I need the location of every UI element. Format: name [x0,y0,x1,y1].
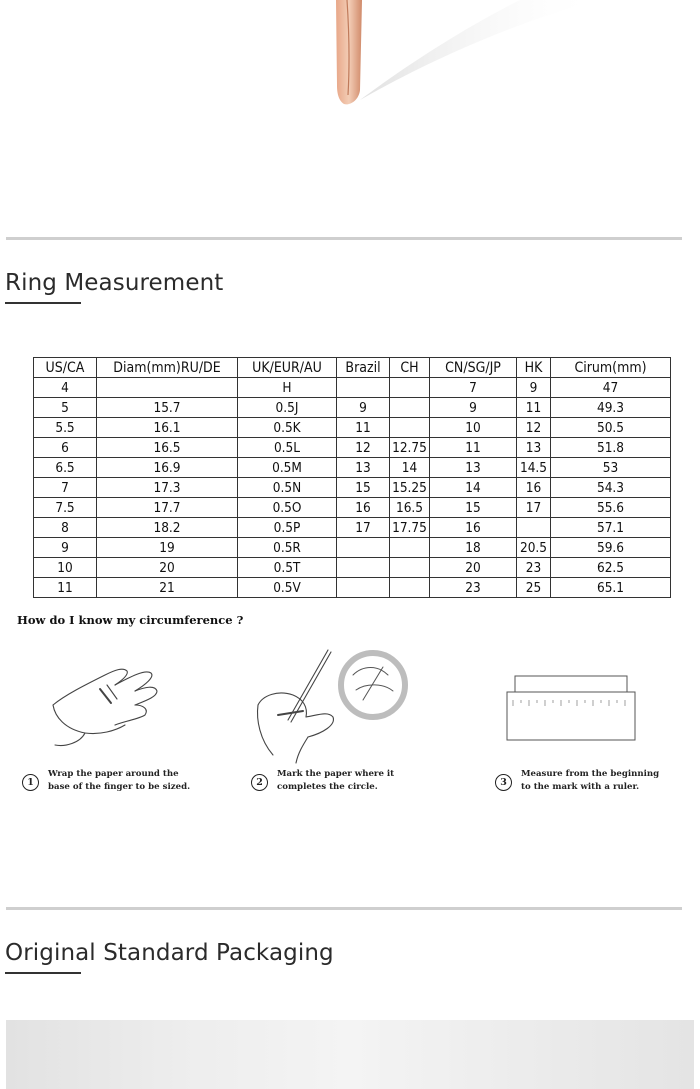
step-number-badge: 3 [495,774,512,791]
table-cell: 6.5 [34,458,97,478]
section-divider [6,237,682,240]
hand-wrap-illustration [45,655,165,755]
table-cell [337,558,390,578]
ruler-illustration [505,672,640,744]
table-cell: 16.1 [97,418,238,438]
table-cell [337,578,390,598]
table-cell [97,378,238,398]
table-cell: 7 [430,378,517,398]
table-cell: 20 [430,558,517,578]
table-cell: 16.5 [390,498,430,518]
table-cell: 51.8 [551,438,671,458]
table-cell: 4 [34,378,97,398]
section-title-ring-measurement: Ring Measurement [5,270,224,296]
table-cell [390,558,430,578]
step-text-line: Mark the paper where it [277,769,395,779]
table-cell: 11 [34,578,97,598]
howto-title: How do I know my circumference ? [17,613,244,627]
step-text-line: to the mark with a ruler. [521,782,640,792]
table-row [34,458,671,478]
table-row [34,378,671,398]
table-cell [337,378,390,398]
title-underline [5,302,81,304]
table-cell: 0.5K [238,418,337,438]
step-text-line: Measure from the beginning [521,769,660,779]
table-cell: 11 [517,398,551,418]
product-image [0,0,700,200]
table-cell [390,418,430,438]
table-cell: 18 [430,538,517,558]
table-header-row [34,358,671,378]
table-cell: 13 [337,458,390,478]
step-number-badge: 1 [22,774,39,791]
table-cell: 23 [517,558,551,578]
table-cell: 17.75 [390,518,430,538]
table-cell: 25 [517,578,551,598]
table-cell: 14.5 [517,458,551,478]
table-cell: 0.5J [238,398,337,418]
table-cell: 0.5N [238,478,337,498]
column-header: Cirum(mm) [551,358,671,378]
table-cell: 20.5 [517,538,551,558]
step-number-badge: 2 [251,774,268,791]
table-row [34,418,671,438]
table-cell: 13 [517,438,551,458]
table-row [34,398,671,418]
table-cell: 47 [551,378,671,398]
table-row [34,498,671,518]
table-cell: 13 [430,458,517,478]
column-header: Brazil [337,358,390,378]
column-header: US/CA [34,358,97,378]
table-cell: 15 [337,478,390,498]
table-cell: 55.6 [551,498,671,518]
section-title-packaging: Original Standard Packaging [5,940,334,966]
table-cell: 9 [34,538,97,558]
step-text-line: base of the finger to be sized. [48,782,191,792]
table-cell: 5.5 [34,418,97,438]
table-cell: 10 [34,558,97,578]
table-cell: 7.5 [34,498,97,518]
table-row [34,578,671,598]
table-cell: 49.3 [551,398,671,418]
table-cell: 53 [551,458,671,478]
section-divider [6,907,682,910]
table-cell: 11 [337,418,390,438]
table-cell: 9 [337,398,390,418]
table-cell: 16 [337,498,390,518]
table-cell: 21 [97,578,238,598]
table-cell: 15 [430,498,517,518]
table-cell: 9 [430,398,517,418]
ring-size-table [33,357,671,598]
table-cell [517,518,551,538]
table-row [34,558,671,578]
table-cell: 0.5V [238,578,337,598]
table-cell: 0.5M [238,458,337,478]
table-cell: 57.1 [551,518,671,538]
table-cell: 12 [337,438,390,458]
table-cell: 16 [430,518,517,538]
table-cell: 19 [97,538,238,558]
table-cell: 16 [517,478,551,498]
table-cell: 12.75 [390,438,430,458]
table-cell: 0.5P [238,518,337,538]
table-row [34,478,671,498]
table-cell [390,538,430,558]
ring-band-illustration [0,0,700,200]
column-header: CN/SG/JP [430,358,517,378]
table-cell: 23 [430,578,517,598]
table-cell: 15.7 [97,398,238,418]
table-row [34,518,671,538]
table-cell: 17 [337,518,390,538]
table-cell: 16.9 [97,458,238,478]
table-cell: 16.5 [97,438,238,458]
column-header: UK/EUR/AU [238,358,337,378]
column-header: Diam(mm)RU/DE [97,358,238,378]
table-cell: 11 [430,438,517,458]
table-cell: 18.2 [97,518,238,538]
table-cell: 0.5L [238,438,337,458]
table-cell: 14 [390,458,430,478]
table-cell: 0.5R [238,538,337,558]
column-header: HK [517,358,551,378]
table-row [34,438,671,458]
table-cell [390,578,430,598]
table-cell: 10 [430,418,517,438]
table-cell: 20 [97,558,238,578]
table-cell: 8 [34,518,97,538]
table-cell [390,398,430,418]
table-cell [390,378,430,398]
packaging-image [6,1020,694,1089]
table-cell: 17 [517,498,551,518]
table-cell: 7 [34,478,97,498]
table-cell: 62.5 [551,558,671,578]
table-row [34,538,671,558]
table-cell: 6 [34,438,97,458]
table-cell: 12 [517,418,551,438]
table-cell: 0.5T [238,558,337,578]
column-header: CH [390,358,430,378]
table-cell: H [238,378,337,398]
table-cell: 5 [34,398,97,418]
table-cell: 54.3 [551,478,671,498]
table-cell: 0.5O [238,498,337,518]
table-cell: 65.1 [551,578,671,598]
table-cell: 50.5 [551,418,671,438]
table-cell: 17.7 [97,498,238,518]
table-body [34,378,671,598]
table-cell: 59.6 [551,538,671,558]
table-cell: 9 [517,378,551,398]
mark-paper-illustration [248,645,413,765]
step-text-line: completes the circle. [277,782,378,792]
table-cell [337,538,390,558]
title-underline [5,972,81,974]
table-cell: 14 [430,478,517,498]
table-cell: 17.3 [97,478,238,498]
table-cell: 15.25 [390,478,430,498]
step-text-line: Wrap the paper around the [48,769,179,779]
